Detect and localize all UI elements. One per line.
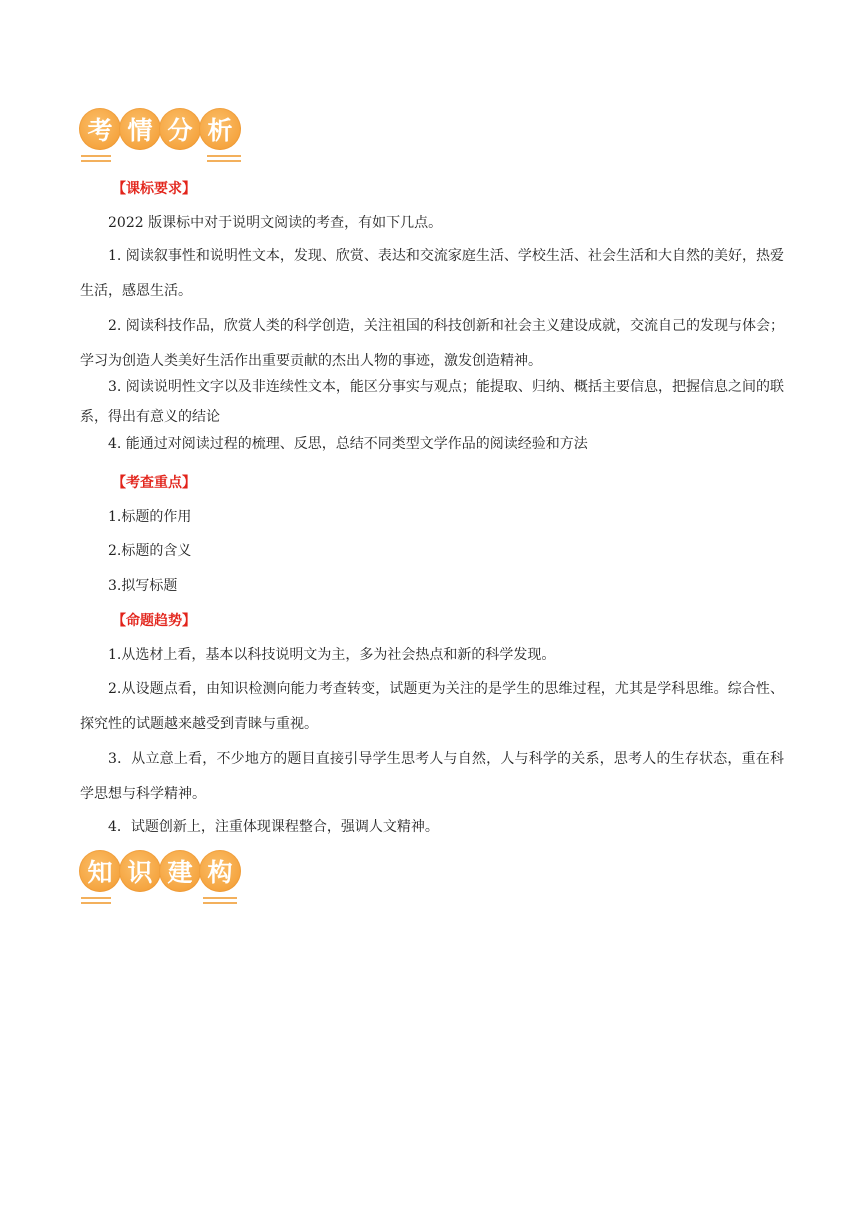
banner-char: 情 (119, 108, 161, 150)
section-banner-knowledge (79, 850, 247, 908)
requirement-item: 4. 能通过对阅读过程的梳理、反思，总结不同类型文学作品的阅读经验和方法 (108, 436, 588, 452)
banner-underline (79, 155, 247, 165)
focus-item: 3.拟写标题 (108, 578, 178, 594)
trend-item: 1.从选材上看，基本以科技说明文为主，多为社会热点和新的科学发现。 (108, 647, 556, 663)
focus-item: 2.标题的含义 (108, 543, 192, 559)
requirement-item: 2. 阅读科技作品，欣赏人类的科学创造，关注祖国的科技创新和社会主义建设成就，交流自己的发现与体会；学习为创造人类美好生活作出重要贡献的杰出人物的事迹，激发创造精神。 (80, 318, 784, 369)
section-banner-analysis (79, 108, 247, 166)
trend-item: 3．从立意上看，不少地方的题目直接引导学生思考人与自然，人与科学的关系，思考人的生存状态，重在科学思想与科学精神。 (80, 751, 784, 802)
trend-item: 4．试题创新上，注重体现课程整合，强调人文精神。 (108, 819, 439, 835)
banner-char: 分 (159, 108, 201, 150)
banner-char: 构 (199, 850, 241, 892)
heading-requirements: 【课标要求】 (112, 181, 196, 197)
banner-char: 知 (79, 850, 121, 892)
heading-focus: 【考查重点】 (112, 475, 196, 491)
banner-underline (79, 897, 247, 907)
trend-item: 2.从设题点看，由知识检测向能力考查转变，试题更为关注的是学生的思维过程，尤其是学科思维。综合性、探究性的试题越来越受到青睐与重视。 (80, 681, 784, 732)
banner-char: 考 (79, 108, 121, 150)
banner-char: 识 (119, 850, 161, 892)
heading-trends: 【命题趋势】 (112, 613, 196, 629)
requirements-intro: 2022 版课标中对于说明文阅读的考查，有如下几点。 (108, 215, 443, 231)
requirement-item: 1. 阅读叙事性和说明性文本，发现、欣赏、表达和交流家庭生活、学校生活、社会生活和大自然的美好，热爱生活，感恩生活。 (80, 248, 784, 299)
banner-char: 析 (199, 108, 241, 150)
focus-item: 1.标题的作用 (108, 509, 192, 525)
banner-char: 建 (159, 850, 201, 892)
requirement-item: 3. 阅读说明性文字以及非连续性文本，能区分事实与观点；能提取、归纳、概括主要信息，把握信息之间的联系，得出有意义的结论 (80, 379, 784, 425)
